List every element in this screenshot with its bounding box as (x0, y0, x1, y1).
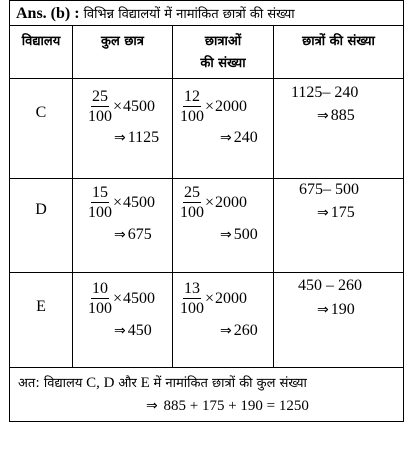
boys-res-e: 190 (330, 301, 355, 318)
implies-sign: ⇒ (317, 302, 329, 318)
times-sign: × (113, 194, 123, 211)
times-sign: × (113, 290, 123, 307)
girls-mult-e: 2000 (215, 290, 248, 307)
conclusion-school-e: E (140, 375, 150, 391)
boys-result-d (317, 204, 355, 222)
implies-sign: ⇒ (317, 108, 329, 124)
total-expr-c (88, 89, 155, 125)
girls-fraction-d (180, 185, 204, 221)
conclusion-rest: में नामांकित छात्रों की कुल संख्या (153, 376, 307, 391)
total-num-c: 25 (92, 88, 108, 105)
total-den-e: 100 (88, 300, 112, 317)
girls-res-e: 260 (233, 322, 258, 339)
rule-header (10, 78, 403, 79)
total-result-d (114, 226, 152, 244)
header-school: विद्यालय (21, 34, 61, 49)
total-result-c (114, 129, 159, 147)
answer-label: Ans. (b) : (16, 5, 80, 22)
school-c: C (35, 104, 47, 121)
implies-sign: ⇒ (146, 398, 158, 414)
girls-fraction-e (180, 281, 204, 317)
girls-num-e: 13 (184, 280, 200, 297)
rule-title (10, 25, 403, 26)
header-girls-line1: छात्राओं (204, 34, 242, 49)
conclusion-prefix: अत: विद्यालय (18, 376, 83, 391)
rule-row-d (10, 272, 403, 273)
total-fraction-d (88, 185, 112, 221)
total-mult-c: 4500 (123, 98, 156, 115)
header-girls (173, 31, 273, 75)
implies-sign: ⇒ (114, 323, 126, 339)
total-den-d: 100 (88, 204, 112, 221)
girls-expr-d (180, 185, 247, 221)
girls-mult-d: 2000 (215, 194, 248, 211)
rule-row-e (10, 367, 403, 368)
total-fraction-c (88, 89, 112, 125)
total-res-d: 675 (127, 226, 152, 243)
girls-res-c: 240 (233, 129, 258, 146)
implies-sign: ⇒ (220, 323, 232, 339)
total-mult-d: 4500 (123, 194, 156, 211)
conclusion-line-1 (18, 373, 307, 392)
girls-result-c (220, 129, 258, 147)
col-divider-3 (273, 25, 274, 367)
boys-expr-e: 450 – 260 (298, 277, 362, 294)
conclusion-and: और (118, 376, 137, 391)
girls-res-d: 500 (233, 226, 258, 243)
girls-den-c: 100 (180, 108, 204, 125)
total-expr-d (88, 185, 155, 221)
total-res-c: 1125 (127, 129, 160, 146)
rule-row-c (10, 178, 403, 179)
total-result-e (114, 322, 152, 340)
answer-heading: विभिन्न विद्यालयों में नामांकित छात्रों की संख्या (83, 7, 295, 22)
boys-expr-d: 675– 500 (299, 181, 359, 198)
answer-title (16, 4, 295, 23)
header-boys: छात्रों की संख्या (302, 34, 375, 49)
total-mult-e: 4500 (123, 290, 156, 307)
girls-mult-c: 2000 (215, 98, 248, 115)
school-d: D (35, 201, 47, 218)
conclusion-total: 885 + 175 + 190 = 1250 (163, 398, 309, 414)
girls-num-c: 12 (184, 88, 200, 105)
total-res-e: 450 (127, 322, 152, 339)
girls-result-d (220, 226, 258, 244)
times-sign: × (205, 290, 215, 307)
girls-expr-e (180, 281, 247, 317)
implies-sign: ⇒ (317, 205, 329, 221)
implies-sign: ⇒ (220, 227, 232, 243)
answer-table (9, 0, 404, 422)
girls-expr-c (180, 89, 247, 125)
col-divider-2 (172, 25, 173, 367)
total-fraction-e (88, 281, 112, 317)
header-girls-line2: की संख्या (200, 56, 246, 71)
girls-den-d: 100 (180, 204, 204, 221)
boys-result-c (317, 107, 355, 125)
conclusion-schools: C, D (86, 375, 115, 391)
implies-sign: ⇒ (114, 227, 126, 243)
times-sign: × (113, 98, 123, 115)
header-total: कुल छात्र (101, 34, 144, 49)
girls-result-e (220, 322, 258, 340)
implies-sign: ⇒ (220, 130, 232, 146)
total-expr-e (88, 281, 155, 317)
total-den-c: 100 (88, 108, 112, 125)
total-num-e: 10 (92, 280, 108, 297)
girls-fraction-c (180, 89, 204, 125)
col-divider-1 (72, 25, 73, 367)
conclusion-line-2 (146, 398, 309, 415)
boys-res-d: 175 (330, 204, 355, 221)
boys-result-e (317, 301, 355, 319)
implies-sign: ⇒ (114, 130, 126, 146)
boys-res-c: 885 (330, 107, 355, 124)
school-e: E (36, 298, 46, 315)
girls-den-e: 100 (180, 300, 204, 317)
girls-num-d: 25 (184, 184, 200, 201)
boys-expr-c: 1125– 240 (291, 84, 359, 101)
times-sign: × (205, 194, 215, 211)
total-num-d: 15 (92, 184, 108, 201)
times-sign: × (205, 98, 215, 115)
